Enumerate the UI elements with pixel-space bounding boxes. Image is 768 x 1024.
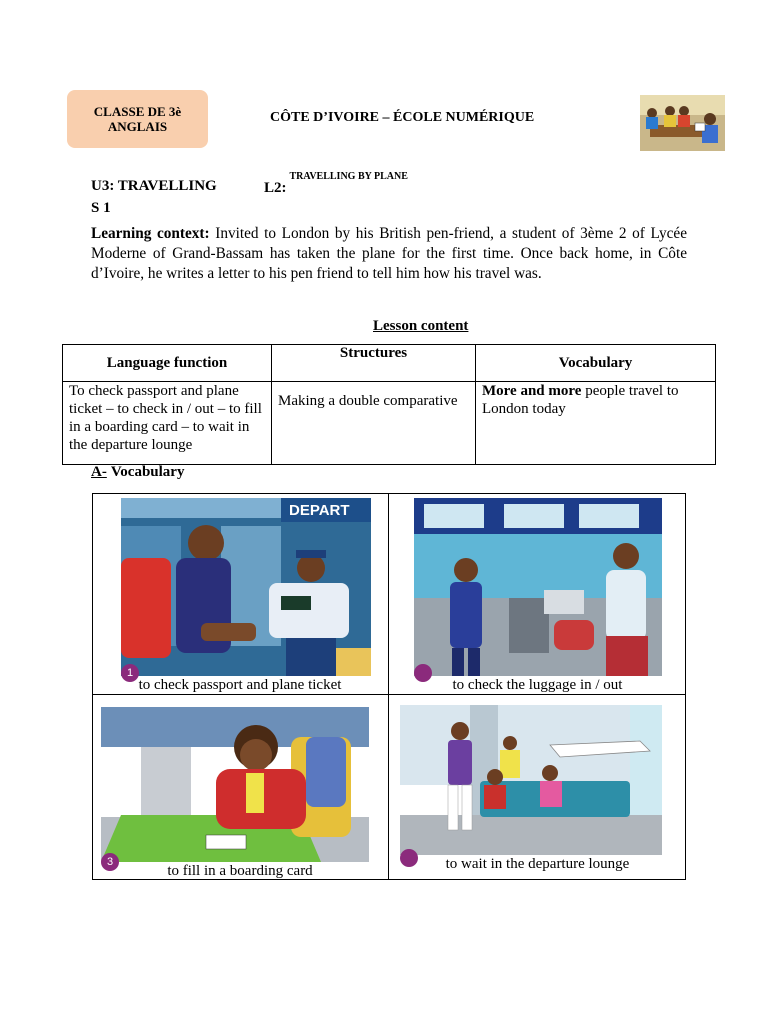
grid-divider-horizontal: [92, 694, 686, 695]
learning-context-text: Invited to London by his British pen-friend, a student of 3ème 2 of Lycée Moderne of Grand-Bassam has taken the plane for the first time. Once back home, in Côte d’Ivoire, he writes a letter to his pen friend to tell him how his travel was.: [91, 225, 687, 282]
session-label: S 1: [91, 200, 111, 216]
class-box: [67, 90, 208, 148]
unit-title: U3: TRAVELLING: [91, 178, 217, 194]
class-label: CLASSE DE 3è: [93, 104, 182, 119]
depart-sign: DEPART: [289, 502, 350, 519]
learning-context-label: Learning context:: [91, 225, 210, 242]
section-a-title: Vocabulary: [110, 464, 185, 480]
table-row: [63, 382, 716, 465]
section-a-label: A-: [91, 464, 107, 480]
section-a-heading: [91, 464, 184, 481]
lesson-content-title: Lesson content: [373, 318, 469, 334]
boarding-card-illustration: [101, 707, 369, 862]
header-structures: Structures: [272, 345, 476, 382]
lesson-content-table: [62, 344, 716, 465]
cell-structures: Making a double comparative: [272, 382, 476, 465]
caption-fill-boarding-card: to fill in a boarding card: [167, 863, 313, 879]
header-language-function: Language function: [63, 345, 272, 382]
vocab-bold: More and more: [482, 383, 582, 399]
luggage-check-illustration: [414, 498, 662, 676]
lesson-title: TRAVELLING BY PLANE: [289, 171, 408, 182]
item-number-badge: 3: [101, 853, 119, 871]
header-vocabulary: Vocabulary: [476, 345, 716, 382]
subject-label: ANGLAIS: [107, 119, 168, 134]
item-number-badge: 1: [121, 664, 139, 682]
departure-lounge-illustration: [400, 705, 662, 855]
cell-vocabulary: [476, 382, 716, 465]
caption-departure-lounge: to wait in the departure lounge: [445, 856, 630, 872]
caption-check-luggage: to check the luggage in / out: [452, 677, 623, 693]
school-title: CÔTE D’IVOIRE – ÉCOLE NUMÉRIQUE: [270, 110, 535, 125]
lesson-label: L2:: [264, 180, 287, 196]
learning-context: [91, 224, 687, 284]
vocab-rest: people travel to London today: [482, 383, 679, 417]
passport-check-illustration: [121, 498, 371, 676]
classroom-students-icon: [640, 95, 725, 151]
caption-check-passport: to check passport and plane ticket: [138, 677, 342, 693]
table-header-row: [63, 345, 716, 382]
cell-language-function: To check passport and plane ticket – to check in / out – to fill in a boarding card – to wait in the departure lounge: [63, 382, 272, 465]
lesson-heading: [264, 171, 408, 197]
